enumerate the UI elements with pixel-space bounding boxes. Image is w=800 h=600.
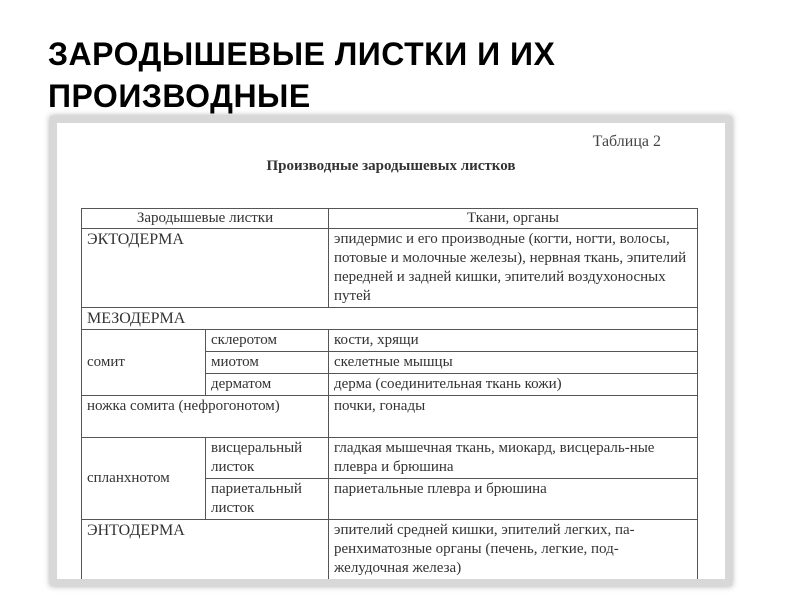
derivatives-table [81, 208, 698, 580]
table-row-sclerotome [82, 330, 698, 352]
document-page [57, 123, 725, 579]
parietal-tissues: париетальные плевра и брюшина [329, 479, 698, 520]
table-header-row [82, 209, 698, 229]
slide-title-line-2: ПРОИЗВОДНЫЕ [48, 78, 311, 114]
myotome-label: миотом [206, 352, 329, 374]
document-image-frame [50, 116, 732, 586]
dermatome-label: дерматом [206, 374, 329, 396]
table-row-mesoderm [82, 308, 698, 330]
endoderm-tissues: эпителий средней кишки, эпителий легких, па-ренхиматозные органы (печень, легкие, под-желудочная железа) [329, 520, 698, 580]
somite-label: сомит [82, 330, 206, 396]
slide-title-line-1: ЗАРОДЫШЕВЫЕ ЛИСТКИ И ИХ [48, 36, 556, 72]
table-row-endoderm [82, 520, 698, 580]
sclerotome-tissues: кости, хрящи [329, 330, 698, 352]
table-row-nephrotome [82, 396, 698, 438]
splanchnotome-label: спланхнотом [82, 438, 206, 520]
ectoderm-tissues: эпидермис и его производные (когти, ногти, волосы, потовые и молочные железы), нервная ткань, эпителий передней и задней кишки, эпителий воздухоносных путей [329, 229, 698, 308]
visceral-label: висцеральный листок [206, 438, 329, 479]
slide-title [48, 33, 555, 117]
mesoderm-label: МЕЗОДЕРМА [82, 308, 698, 330]
dermatome-tissues: дерма (соединительная ткань кожи) [329, 374, 698, 396]
table-row-ectoderm [82, 229, 698, 308]
sclerotome-label: склеротом [206, 330, 329, 352]
ectoderm-label: ЭКТОДЕРМА [82, 229, 329, 308]
nephrotome-tissues: почки, гонады [329, 396, 698, 438]
table-row-visceral [82, 438, 698, 479]
myotome-tissues: скелетные мышцы [329, 352, 698, 374]
parietal-label: париетальный листок [206, 479, 329, 520]
table-number: Таблица 2 [592, 133, 661, 150]
nephrotome-label: ножка сомита (нефрогонотом) [82, 396, 329, 438]
header-tissues: Ткани, органы [329, 209, 698, 229]
endoderm-label: ЭНТОДЕРМА [82, 520, 329, 580]
table-caption: Производные зародышевых листков [266, 158, 516, 174]
header-germ-layers: Зародышевые листки [82, 209, 329, 229]
visceral-tissues: гладкая мышечная ткань, миокард, висцераль-ные плевра и брюшина [329, 438, 698, 479]
